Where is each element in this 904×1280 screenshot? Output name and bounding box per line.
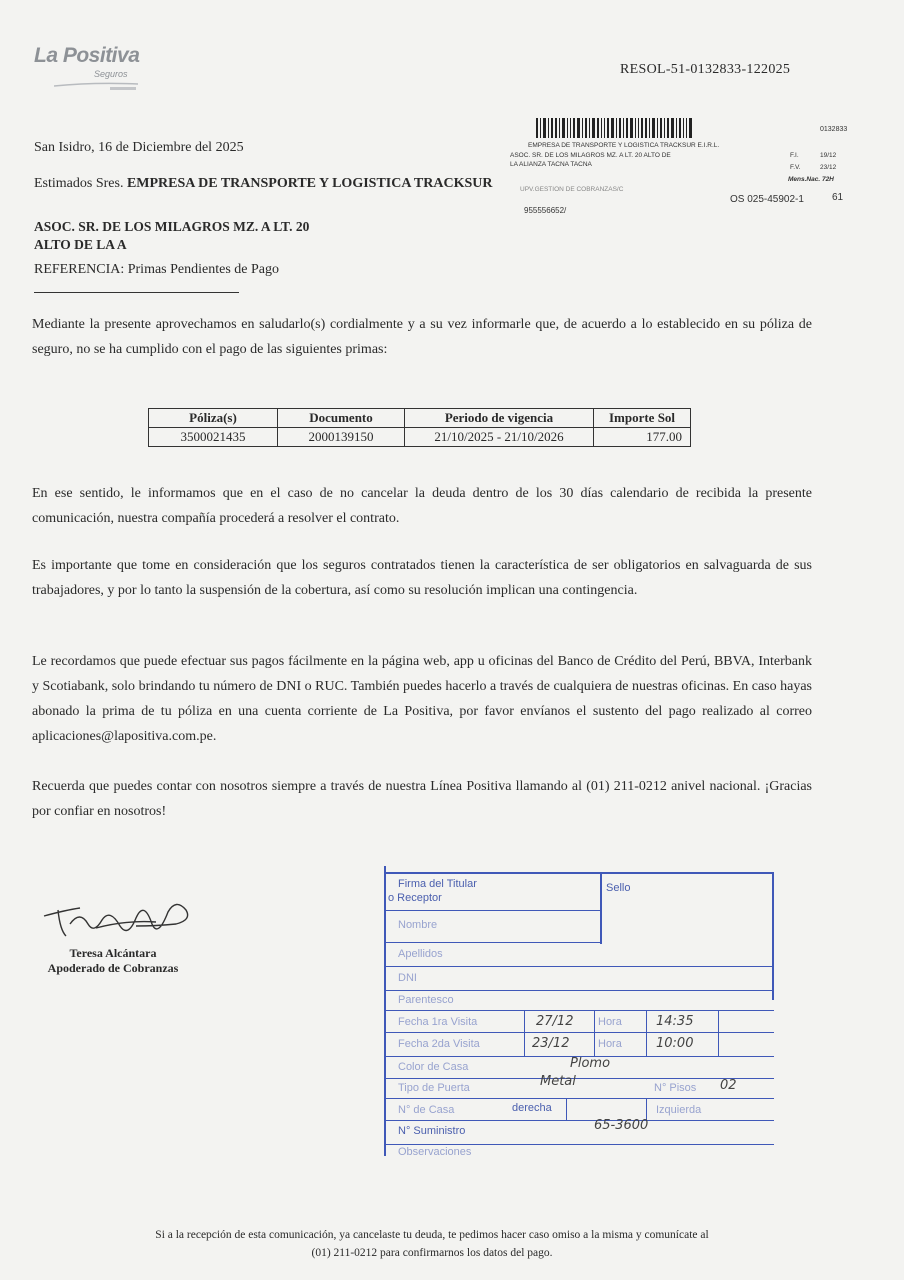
date-line: San Isidro, 16 de Diciembre del 2025 (34, 140, 244, 155)
handwritten-color: Plomo (570, 1056, 611, 1071)
col-importe: Importe Sol (594, 409, 691, 428)
cell-periodo: 21/10/2025 - 21/10/2026 (405, 428, 594, 447)
stamp-apellidos: Apellidos (398, 948, 443, 960)
paragraph-intro: Mediante la presente aprovechamos en saludarlo(s) cordialmente y a su vez informarle que, de acuerdo a lo establecido en su póliza de seguro, no se ha cumplido con el pago de las siguientes primas: (32, 317, 812, 357)
footer-line-2: (01) 211-0212 para confirmarnos los datos del pago. (311, 1247, 553, 1259)
recipient-address (34, 218, 309, 254)
stamp-puerta: Tipo de Puerta (398, 1082, 470, 1094)
col-documento: Documento (278, 409, 405, 428)
stamp-receptor: o Receptor (388, 892, 442, 904)
reference-underline (34, 292, 239, 293)
label-os-num: 61 (832, 192, 844, 203)
reference-subject: REFERENCIA: Primas Pendientes de Pago (34, 262, 279, 277)
col-poliza: Póliza(s) (149, 409, 278, 428)
stamp-izquierda: Izquierda (656, 1104, 702, 1116)
handwritten-puerta: Metal (540, 1074, 576, 1089)
address-line-2: ALTO DE LA A (34, 237, 127, 252)
label-os: OS 025-45902-1 (730, 194, 804, 205)
stamp-fecha2: Fecha 2da Visita (398, 1038, 480, 1050)
cell-importe: 177.00 (594, 428, 691, 447)
stamp-derecha: derecha (512, 1102, 552, 1114)
handwritten-hora1: 14:35 (656, 1014, 694, 1029)
cell-documento: 2000139150 (278, 428, 405, 447)
table-header-row (149, 409, 691, 428)
stamp-dni: DNI (398, 972, 417, 984)
stamp-sello: Sello (606, 882, 631, 894)
greeting-company: EMPRESA DE TRANSPORTE Y LOGISTICA TRACKSUR (126, 176, 493, 191)
company-logo: La Positiva (34, 44, 140, 67)
signature-icon (36, 880, 206, 950)
stamp-observaciones: Observaciones (398, 1146, 472, 1158)
barcode-icon (536, 118, 726, 138)
stamp-piso: N° Pisos (654, 1082, 697, 1094)
label-service: Mens.Nac. 72H (788, 176, 834, 183)
col-periodo: Periodo de vigencia (405, 409, 594, 428)
signer-title: Apoderado de Cobranzas (47, 961, 179, 975)
address-line-1: ASOC. SR. DE LOS MILAGROS MZ. A LT. 20 (34, 219, 310, 234)
stamp-firma: Firma del Titular (398, 878, 477, 890)
stamp-fecha1: Fecha 1ra Visita (398, 1016, 478, 1028)
handwritten-piso: 02 (720, 1078, 737, 1093)
label-fi: F.I. (790, 152, 799, 159)
stamp-nombre: Nombre (398, 919, 438, 931)
paragraph-contact: Recuerda que puedes contar con nosotros siempre a través de nuestra Línea Positiva llamando al (01) 211-0212 anivel nacional. ¡Gracias por confiar en nosotros! (32, 779, 812, 819)
handwritten-fecha2: 23/12 (532, 1036, 570, 1051)
label-company: EMPRESA DE TRANSPORTE Y LOGISTICA TRACKSUR E.I.R.L. (528, 142, 720, 149)
paragraph-deadline: En ese sentido, le informamos que en el caso de no cancelar la deuda dentro de los 30 días calendario de recibida la presente comunicación, nuestra compañía procederá a resolver el contrato. (32, 486, 812, 526)
label-fv-value: 23/12 (820, 164, 837, 171)
label-fv: F.V. (790, 164, 801, 171)
footer-line-1: Si a la recepción de esta comunicación, ya cancelaste tu deuda, te pedimos hacer caso omiso a la misma y comunícate al (155, 1229, 709, 1241)
stamp-parentesco: Parentesco (398, 994, 454, 1006)
reference-code: RESOL-51-0132833-122025 (620, 62, 791, 77)
table-row (149, 428, 691, 447)
cell-poliza: 3500021435 (149, 428, 278, 447)
label-fi-value: 19/12 (820, 152, 837, 159)
paragraph-payment: Le recordamos que puede efectuar sus pagos fácilmente en la página web, app u oficinas del Banco de Crédito del Perú, BBVA, Interbank y Scotiabank, solo brindando tu número de DNI o RUC. También puedes hacerlo a través de cualquiera de nuestras oficinas. En caso hayas abonado la prima de tu póliza en una cuenta corriente de La Positiva, por favor envíanos el sustento del pago realizado al correo aplicaciones@lapositiva.com.pe. (32, 654, 812, 744)
label-dept: UPV.GESTION DE COBRANZAS/C (520, 186, 624, 193)
logo-swoosh-icon (54, 80, 138, 92)
label-code: 0132833 (820, 126, 848, 133)
signer-block (38, 946, 188, 976)
label-phone: 955556652/ (524, 206, 567, 215)
premiums-table (148, 408, 691, 447)
company-logo-sub: Seguros (94, 69, 128, 79)
stamp-ncasa: N° de Casa (398, 1104, 455, 1116)
greeting (34, 176, 492, 192)
handwritten-fecha1: 27/12 (536, 1014, 574, 1029)
signer-name: Teresa Alcántara (69, 946, 157, 960)
address-label (510, 114, 870, 214)
paragraph-importance: Es importante que tome en consideración que los seguros contratados tienen la característica de ser obligatorios en salvaguarda de sus trabajadores, y por lo tanto la suspensión de la cobertura, así como su resolución implican una contingencia. (32, 558, 812, 598)
label-address1: ASOC. SR. DE LOS MILAGROS MZ. A LT. 20 ALTO DE (510, 152, 671, 159)
handwritten-suministro: 65-3600 (594, 1118, 649, 1133)
handwritten-hora2: 10:00 (656, 1036, 694, 1051)
greeting-prefix: Estimados Sres. (34, 176, 124, 191)
label-address2: LA ALIANZA TACNA TACNA (510, 161, 592, 168)
stamp-hora2: Hora (598, 1038, 622, 1050)
stamp-color: Color de Casa (398, 1061, 469, 1073)
stamp-suministro: N° Suministro (398, 1125, 466, 1137)
stamp-hora1: Hora (598, 1016, 622, 1028)
delivery-stamp (384, 866, 778, 1156)
footer-note (40, 1226, 824, 1262)
